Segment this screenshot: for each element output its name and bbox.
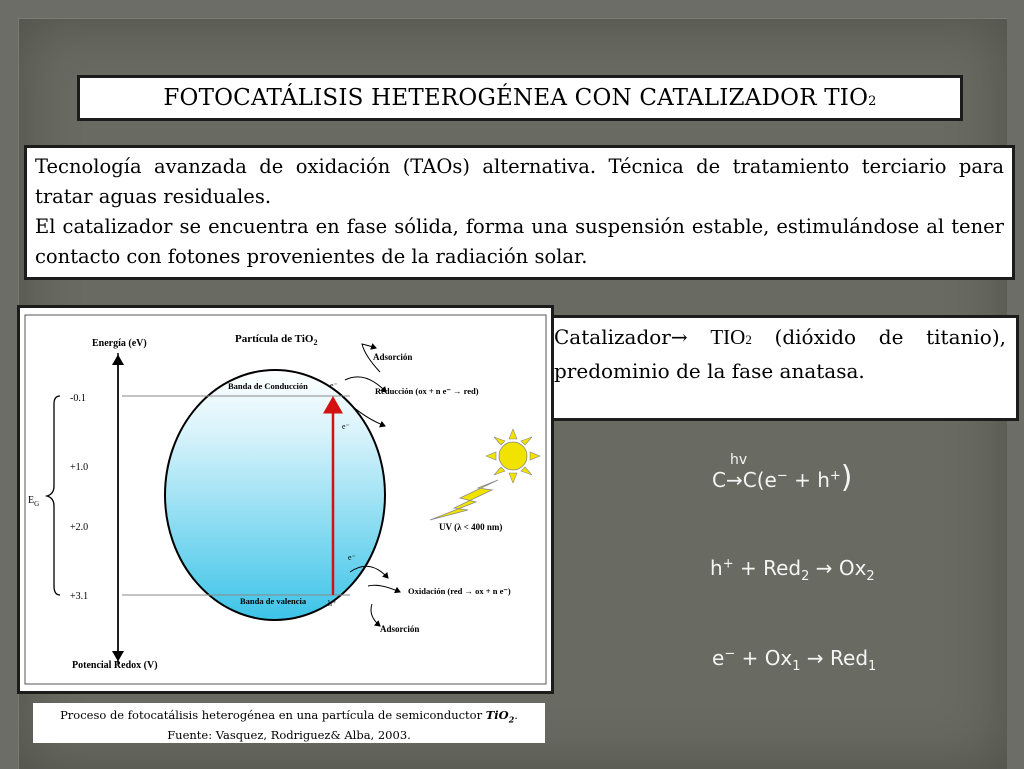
adsorption-bottom-label: Adsorción	[380, 624, 420, 634]
equation-3: $e^- + Ox_1 \to Red_1$	[712, 646, 877, 674]
caption-line-1: Proceso de fotocatálisis heterogénea en una partícula de semiconductor TiO$_2$.	[60, 708, 518, 725]
intro-text-box	[24, 145, 1015, 280]
arrow-right-icon: →	[800, 646, 831, 670]
hole-label: h⁺	[328, 599, 337, 608]
oxidation-arrow	[368, 585, 400, 592]
diagram-caption	[33, 703, 545, 743]
tick-label: +3.1	[70, 591, 89, 602]
caption-line-2: Fuente: Vasquez, Rodriguez& Alba, 2003.	[167, 728, 411, 743]
band-gap-brace	[47, 396, 60, 595]
catalyst-description: (dióxido de titanio), predominio de la fase anatasa.	[554, 325, 1006, 383]
intro-paragraph-1: Tecnología avanzada de oxidación (TAOs) alternativa. Técnica de tratamiento terciario para tratar aguas residuales.	[35, 155, 1004, 208]
equation-1: C→C(e− + h+)	[712, 460, 853, 495]
reduction-label: Reducción (ox + n e⁻ → red)	[375, 386, 479, 396]
conduction-band-label: Banda de Conducción	[228, 381, 308, 391]
tio2-particle	[165, 370, 385, 620]
arrow-right-icon: →	[809, 556, 839, 580]
title-text: FOTOCATÁLISIS HETEROGÉNEA CON CATALIZADOR TIO	[163, 85, 869, 111]
catalyst-box	[541, 315, 1019, 421]
intro-paragraph-2: El catalizador se encuentra en fase sólida, forma una suspensión estable, estimulándose al tener contacto con fotones provenientes de la radiación solar.	[35, 215, 1004, 268]
uv-lightning-icon	[430, 480, 498, 520]
adsorption-top-label: Adsorción	[373, 352, 413, 362]
sun-icon	[486, 429, 540, 483]
oxidation-label: Oxidación (red → ox + n e⁻)	[408, 586, 511, 596]
catalyst-label: Catalizador	[554, 325, 671, 349]
eq1-hv-label: hv	[730, 452, 748, 468]
electron-label: e⁻	[330, 381, 338, 390]
catalyst-formula: TIO2	[710, 325, 752, 349]
particle-title: Partícula de TiO$_2$	[235, 333, 318, 347]
band-gap-label: $E_G$	[28, 495, 40, 508]
tick-label: -0.1	[70, 393, 86, 404]
tick-label: +2.0	[70, 522, 89, 533]
arrow-right-icon: →	[670, 325, 688, 349]
valence-band-label: Banda de valencia	[240, 596, 307, 606]
slide-title	[77, 75, 963, 121]
electron-label: e⁻	[348, 553, 356, 562]
equation-2: $h^+ + Red_2 \to Ox_2$	[710, 556, 875, 584]
tick-label: +1.0	[70, 462, 89, 473]
uv-label: UV (λ < 400 nm)	[439, 522, 503, 532]
photocatalysis-diagram	[17, 305, 554, 694]
title-subscript: 2	[868, 94, 877, 109]
arrow-right-icon: →	[725, 468, 743, 492]
redox-axis-label: Potencial Redox (V)	[72, 660, 158, 671]
electron-label: e⁻	[342, 422, 350, 431]
diagram-svg	[20, 308, 551, 691]
adsorption-bottom-arrow	[371, 604, 380, 626]
energy-axis-label: Energía (eV)	[92, 338, 147, 349]
